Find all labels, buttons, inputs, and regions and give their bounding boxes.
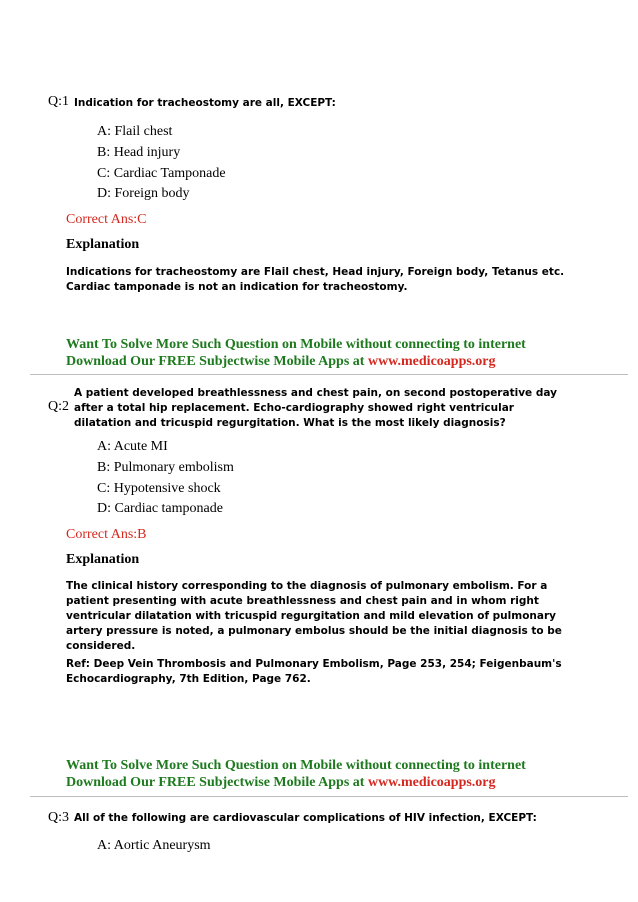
option-a: A: Acute MI: [97, 439, 168, 454]
question-line: A patient developed breathlessness and chest pain, on second postoperative day: [74, 387, 557, 399]
explanation-heading: Explanation: [66, 552, 140, 567]
explanation-line: The clinical history corresponding to the diagnosis of pulmonary embolism. For a: [66, 580, 548, 592]
option-c: C: Cardiac Tamponade: [97, 166, 226, 181]
option-b: B: Head injury: [97, 145, 181, 160]
question-number: Q:2: [48, 399, 69, 414]
explanation-heading: Explanation: [66, 237, 140, 252]
explanation-text: [66, 265, 564, 295]
explanation-line: considered.: [66, 640, 136, 652]
question-number: Q:3: [48, 810, 69, 825]
correct-answer: Correct Ans:B: [66, 527, 147, 542]
option-a: A: Aortic Aneurysm: [97, 838, 211, 853]
question-line: dilatation and tricuspid regurgitation. What is the most likely diagnosis?: [74, 417, 506, 429]
explanation-line: Indications for tracheostomy are Flail chest, Head injury, Foreign body, Tetanus etc.: [66, 266, 565, 278]
option-d: D: Foreign body: [97, 186, 190, 201]
explanation-line: ventricular dilatation with tricuspid regurgitation and mild elevation of pulmonary: [66, 610, 556, 622]
promo-line-1: Want To Solve More Such Question on Mobile without connecting to internet: [66, 758, 526, 773]
divider: [30, 374, 628, 375]
explanation-reference: [66, 657, 562, 687]
explanation-line: Cardiac tamponade is not an indication for tracheostomy.: [66, 281, 408, 293]
question-text: Indication for tracheostomy are all, EXCEPT:: [74, 97, 336, 109]
option-a: A: Flail chest: [97, 124, 173, 139]
divider: [30, 796, 628, 797]
promo-link[interactable]: www.medicoapps.org: [367, 354, 496, 369]
promo-text: Download Our FREE Subjectwise Mobile Apps at: [66, 775, 368, 790]
explanation-line: Ref: Deep Vein Thrombosis and Pulmonary Embolism, Page 253, 254; Feigenbaum's: [66, 658, 562, 670]
promo-line-1: Want To Solve More Such Question on Mobile without connecting to internet: [66, 337, 526, 352]
question-line: after a total hip replacement. Echo-cardiography showed right ventricular: [74, 402, 514, 414]
explanation-line: Echocardiography, 7th Edition, Page 762.: [66, 673, 311, 685]
option-d: D: Cardiac tamponade: [97, 501, 223, 516]
promo-text: Download Our FREE Subjectwise Mobile Apps at: [66, 354, 368, 369]
question-number: Q:1: [48, 94, 69, 109]
option-c: C: Hypotensive shock: [97, 481, 221, 496]
explanation-line: artery pressure is noted, a pulmonary embolus should be the initial diagnosis to be: [66, 625, 562, 637]
explanation-text: [66, 579, 562, 654]
question-text: [74, 386, 557, 431]
promo-link[interactable]: www.medicoapps.org: [367, 775, 496, 790]
correct-answer: Correct Ans:C: [66, 212, 147, 227]
promo-banner: [66, 336, 526, 370]
explanation-line: patient presenting with acute breathlessness and chest pain and in whom right: [66, 595, 539, 607]
promo-line-2: [66, 774, 526, 791]
option-b: B: Pulmonary embolism: [97, 460, 234, 475]
promo-line-2: [66, 353, 526, 370]
promo-banner: [66, 757, 526, 791]
question-text: All of the following are cardiovascular complications of HIV infection, EXCEPT:: [74, 812, 537, 824]
